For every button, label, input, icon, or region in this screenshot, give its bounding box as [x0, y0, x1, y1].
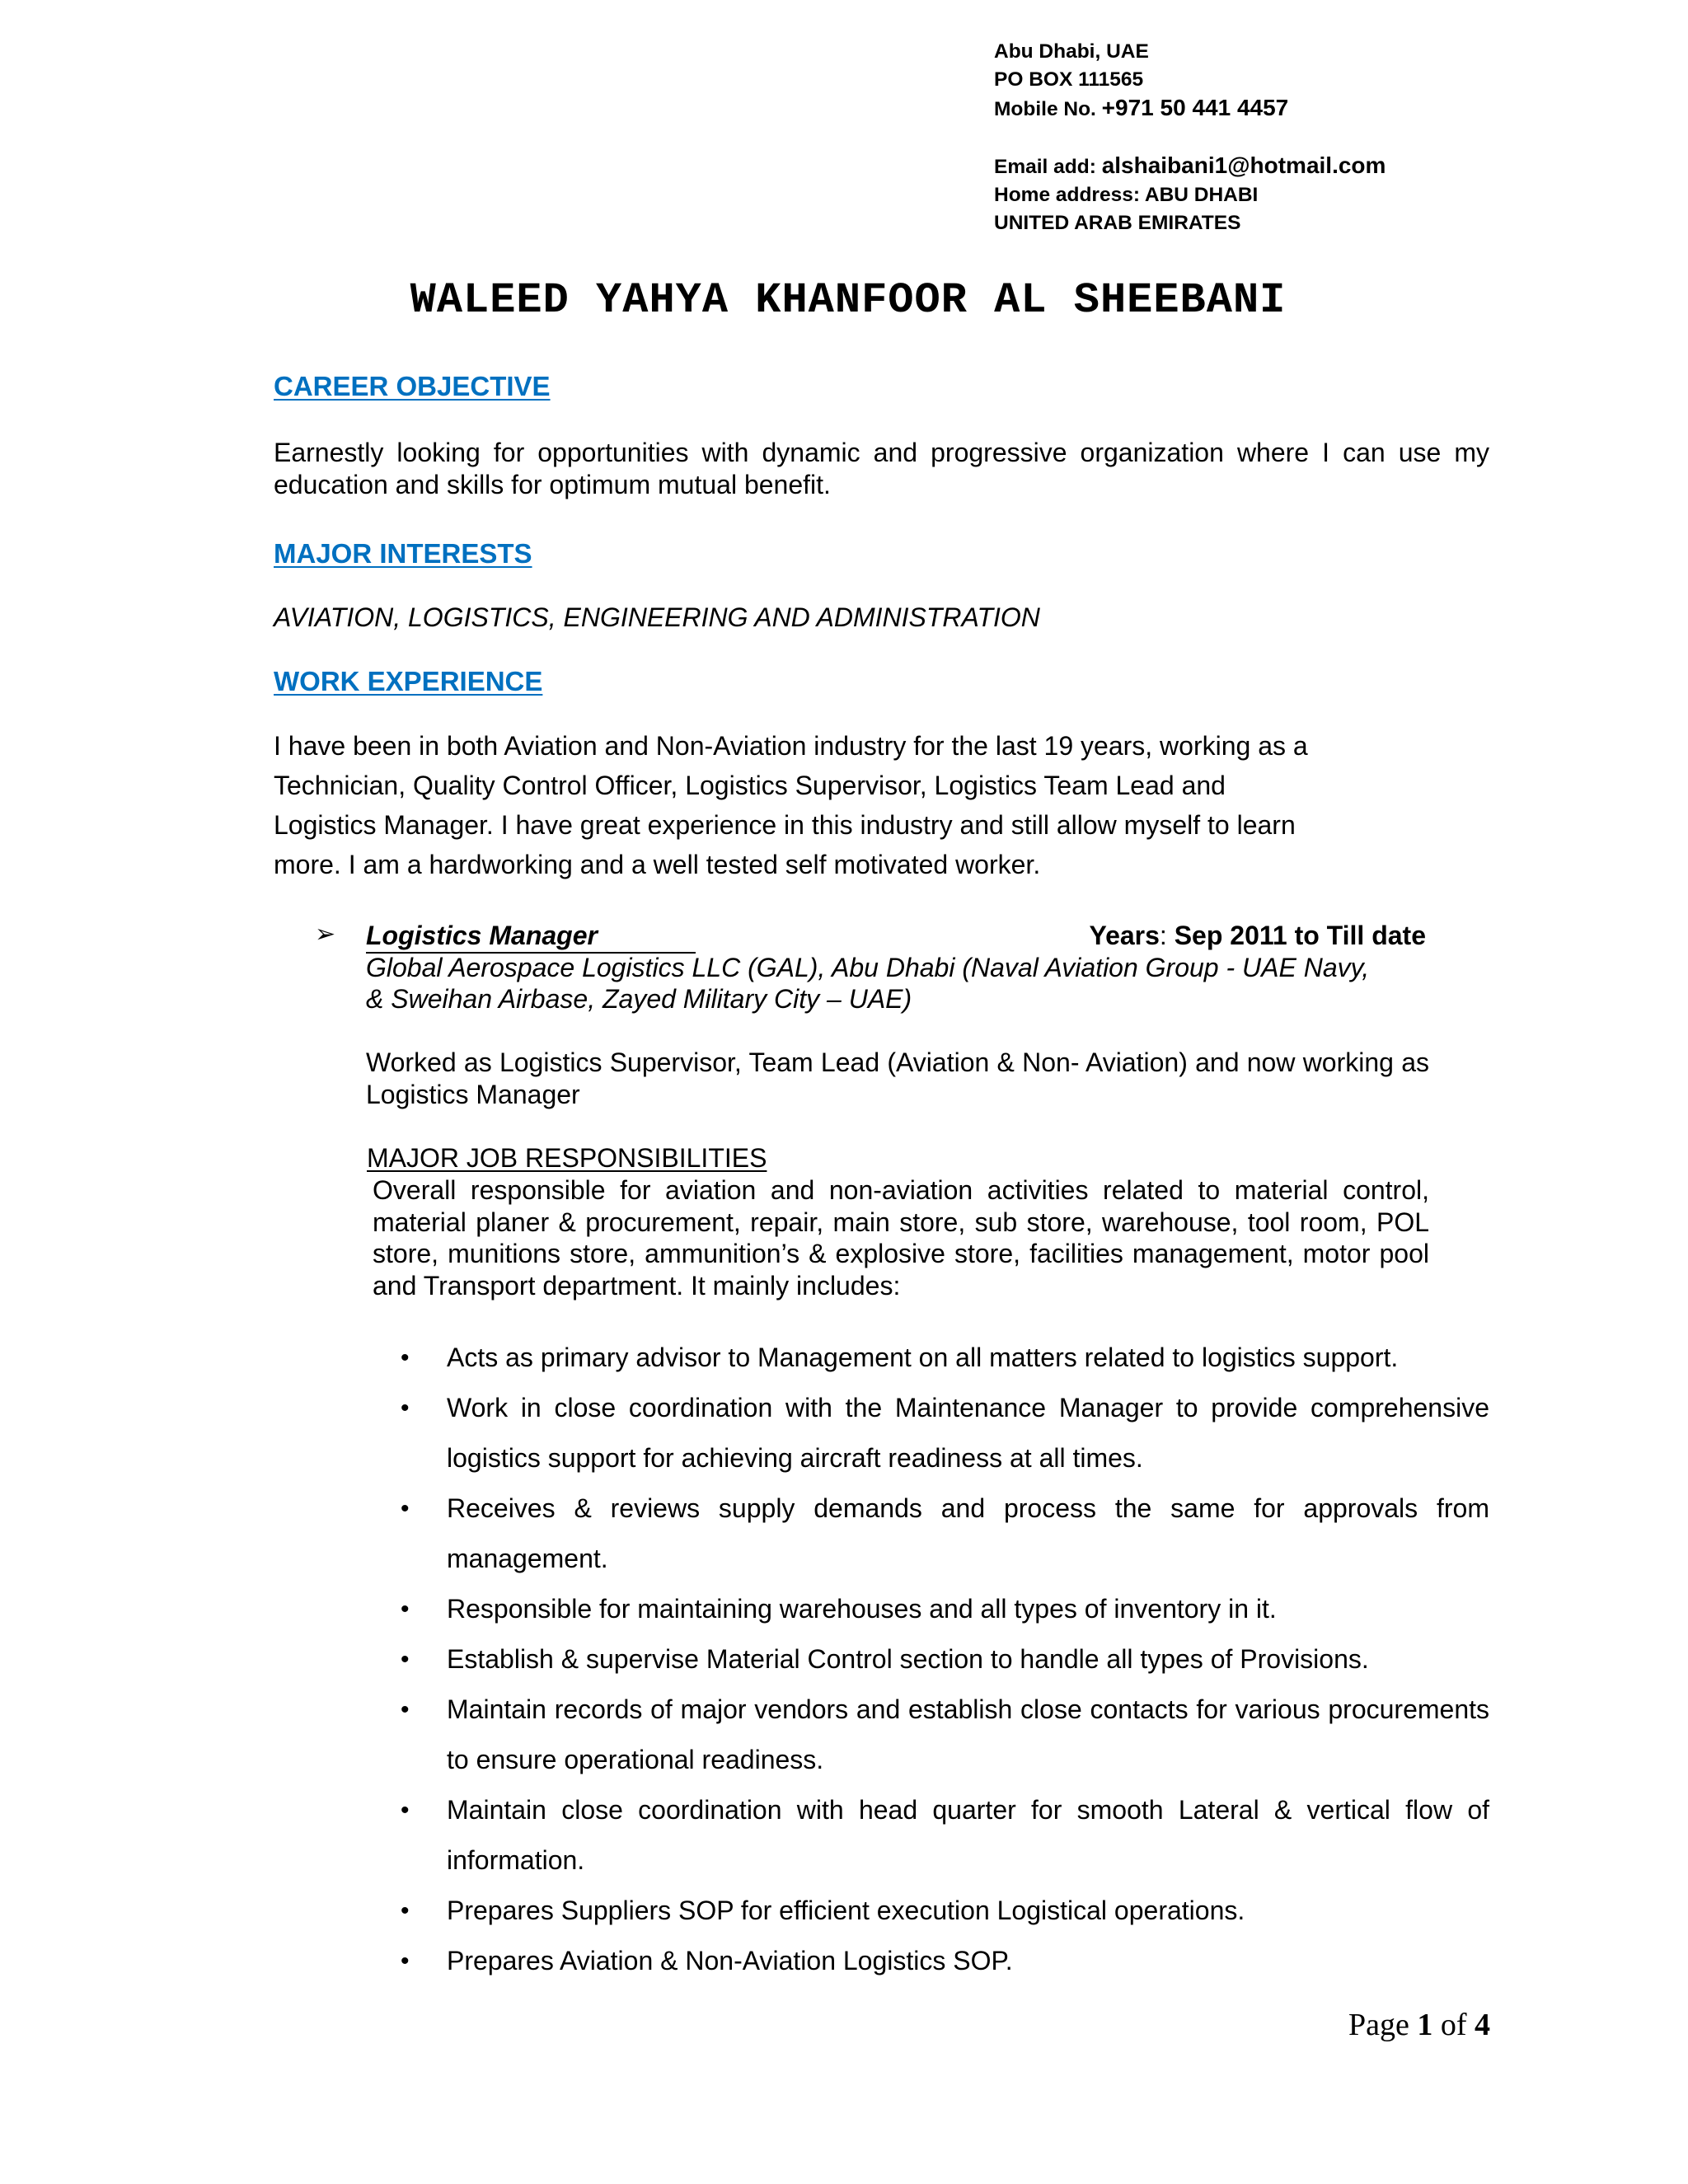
list-item	[396, 1634, 1489, 1685]
bullet-icon: •	[401, 1344, 410, 1371]
contact-mobile	[994, 94, 1386, 124]
list-item	[396, 1785, 1489, 1886]
mobile-label: Mobile No.	[994, 98, 1096, 120]
contact-po-box: PO BOX 111565	[994, 68, 1144, 91]
bullet-icon: •	[401, 1947, 410, 1975]
list-item-text: Responsible for maintaining warehouses and all types of inventory in it.	[447, 1594, 1277, 1624]
email-label: Email add:	[994, 156, 1096, 178]
list-item	[396, 1886, 1489, 1936]
years-label: Years	[1089, 921, 1160, 950]
work-experience-line: more. I am a hardworking and a well tested self motivated worker.	[274, 850, 1041, 879]
job-title: Logistics Manager	[366, 921, 696, 954]
bullet-icon: •	[401, 1797, 410, 1824]
career-objective-heading: CAREER OBJECTIVE	[274, 371, 551, 401]
list-item-text: Maintain records of major vendors and establish close contacts for various procurements to ensure operational readiness.	[447, 1694, 1489, 1774]
list-item	[396, 1383, 1489, 1483]
work-experience-summary	[274, 726, 1308, 884]
years-separator: :	[1159, 921, 1167, 950]
list-item-text: Maintain close coordination with head quarter for smooth Lateral & vertical flow of information.	[447, 1795, 1489, 1875]
mobile-value: +971 50 441 4457	[1101, 95, 1289, 120]
responsibilities-heading: MAJOR JOB RESPONSIBILITIES	[367, 1143, 767, 1173]
list-item	[396, 1584, 1489, 1634]
contact-email	[994, 152, 1386, 181]
bullet-icon: •	[401, 1646, 410, 1673]
page-word: Page	[1348, 2008, 1409, 2042]
candidate-name: WALEED YAHYA KHANFOOR AL SHEEBANI	[410, 276, 1287, 325]
bullet-icon: •	[401, 1495, 410, 1522]
arrow-bullet-icon: ➢	[315, 921, 336, 948]
list-item-text: Acts as primary advisor to Management on all matters related to logistics support.	[447, 1343, 1399, 1372]
contact-city: Abu Dhabi, UAE	[994, 40, 1149, 63]
page-total: 4	[1475, 2008, 1490, 2042]
job-company-line: & Sweihan Airbase, Zayed Military City – UAE)	[366, 984, 912, 1014]
bullet-icon: •	[401, 1394, 410, 1422]
list-item-text: Receives & reviews supply demands and process the same for approvals from management.	[447, 1493, 1489, 1573]
email-value[interactable]: alshaibani1@hotmail.com	[1101, 152, 1386, 178]
job-company-line: Global Aerospace Logistics LLC (GAL), Abu Dhabi (Naval Aviation Group - UAE Navy,	[366, 953, 1370, 982]
work-experience-line: I have been in both Aviation and Non-Aviation industry for the last 19 years, working as a	[274, 731, 1308, 761]
major-interests-text: AVIATION, LOGISTICS, ENGINEERING AND ADMINISTRATION	[274, 602, 1040, 632]
page-of-word: of	[1440, 2008, 1467, 2042]
major-interests-heading: MAJOR INTERESTS	[274, 538, 532, 569]
responsibilities-list	[396, 1333, 1489, 1986]
bullet-icon: •	[401, 1596, 410, 1623]
work-experience-line: Logistics Manager. I have great experience in this industry and still allow myself to learn	[274, 810, 1296, 840]
list-item	[396, 1333, 1489, 1383]
list-item	[396, 1483, 1489, 1584]
contact-block	[994, 38, 1386, 237]
years-value: Sep 2011 to Till date	[1174, 921, 1426, 950]
responsibilities-intro: Overall responsible for aviation and non-aviation activities related to material control, material planer & procurement, repair, main store, sub store, warehouse, tool room, POL store, munitions store, ammunition’s & explosive store, facilities management, motor pool and Transport department. It mainly includes:	[373, 1175, 1429, 1301]
list-item-text: Establish & supervise Material Control section to handle all types of Provisions.	[447, 1644, 1369, 1674]
list-item-text: Prepares Suppliers SOP for efficient execution Logistical operations.	[447, 1896, 1245, 1925]
page-current: 1	[1417, 2008, 1433, 2042]
job-company	[366, 952, 1429, 1015]
bullet-icon: •	[401, 1897, 410, 1924]
contact-home-address: Home address: ABU DHABI	[994, 184, 1259, 206]
list-item-text: Work in close coordination with the Maintenance Manager to provide comprehensive logistics support for achieving aircraft readiness at all times.	[447, 1393, 1489, 1473]
list-item-text: Prepares Aviation & Non-Aviation Logistics SOP.	[447, 1946, 1013, 1975]
bullet-icon: •	[401, 1696, 410, 1723]
list-item	[396, 1936, 1489, 1986]
contact-country: UNITED ARAB EMIRATES	[994, 212, 1241, 234]
work-experience-line: Technician, Quality Control Officer, Logistics Supervisor, Logistics Team Lead and	[274, 771, 1226, 800]
page-number	[1348, 2007, 1490, 2043]
list-item	[396, 1685, 1489, 1785]
career-objective-text: Earnestly looking for opportunities with dynamic and progressive organization where I can use my education and skills for optimum mutual benefit.	[274, 438, 1489, 499]
job-years	[1089, 921, 1426, 950]
work-experience-heading: WORK EXPERIENCE	[274, 666, 543, 696]
contact-spacer	[994, 124, 1386, 152]
job-description: Worked as Logistics Supervisor, Team Lead (Aviation & Non- Aviation) and now working as Logistics Manager	[366, 1047, 1429, 1109]
